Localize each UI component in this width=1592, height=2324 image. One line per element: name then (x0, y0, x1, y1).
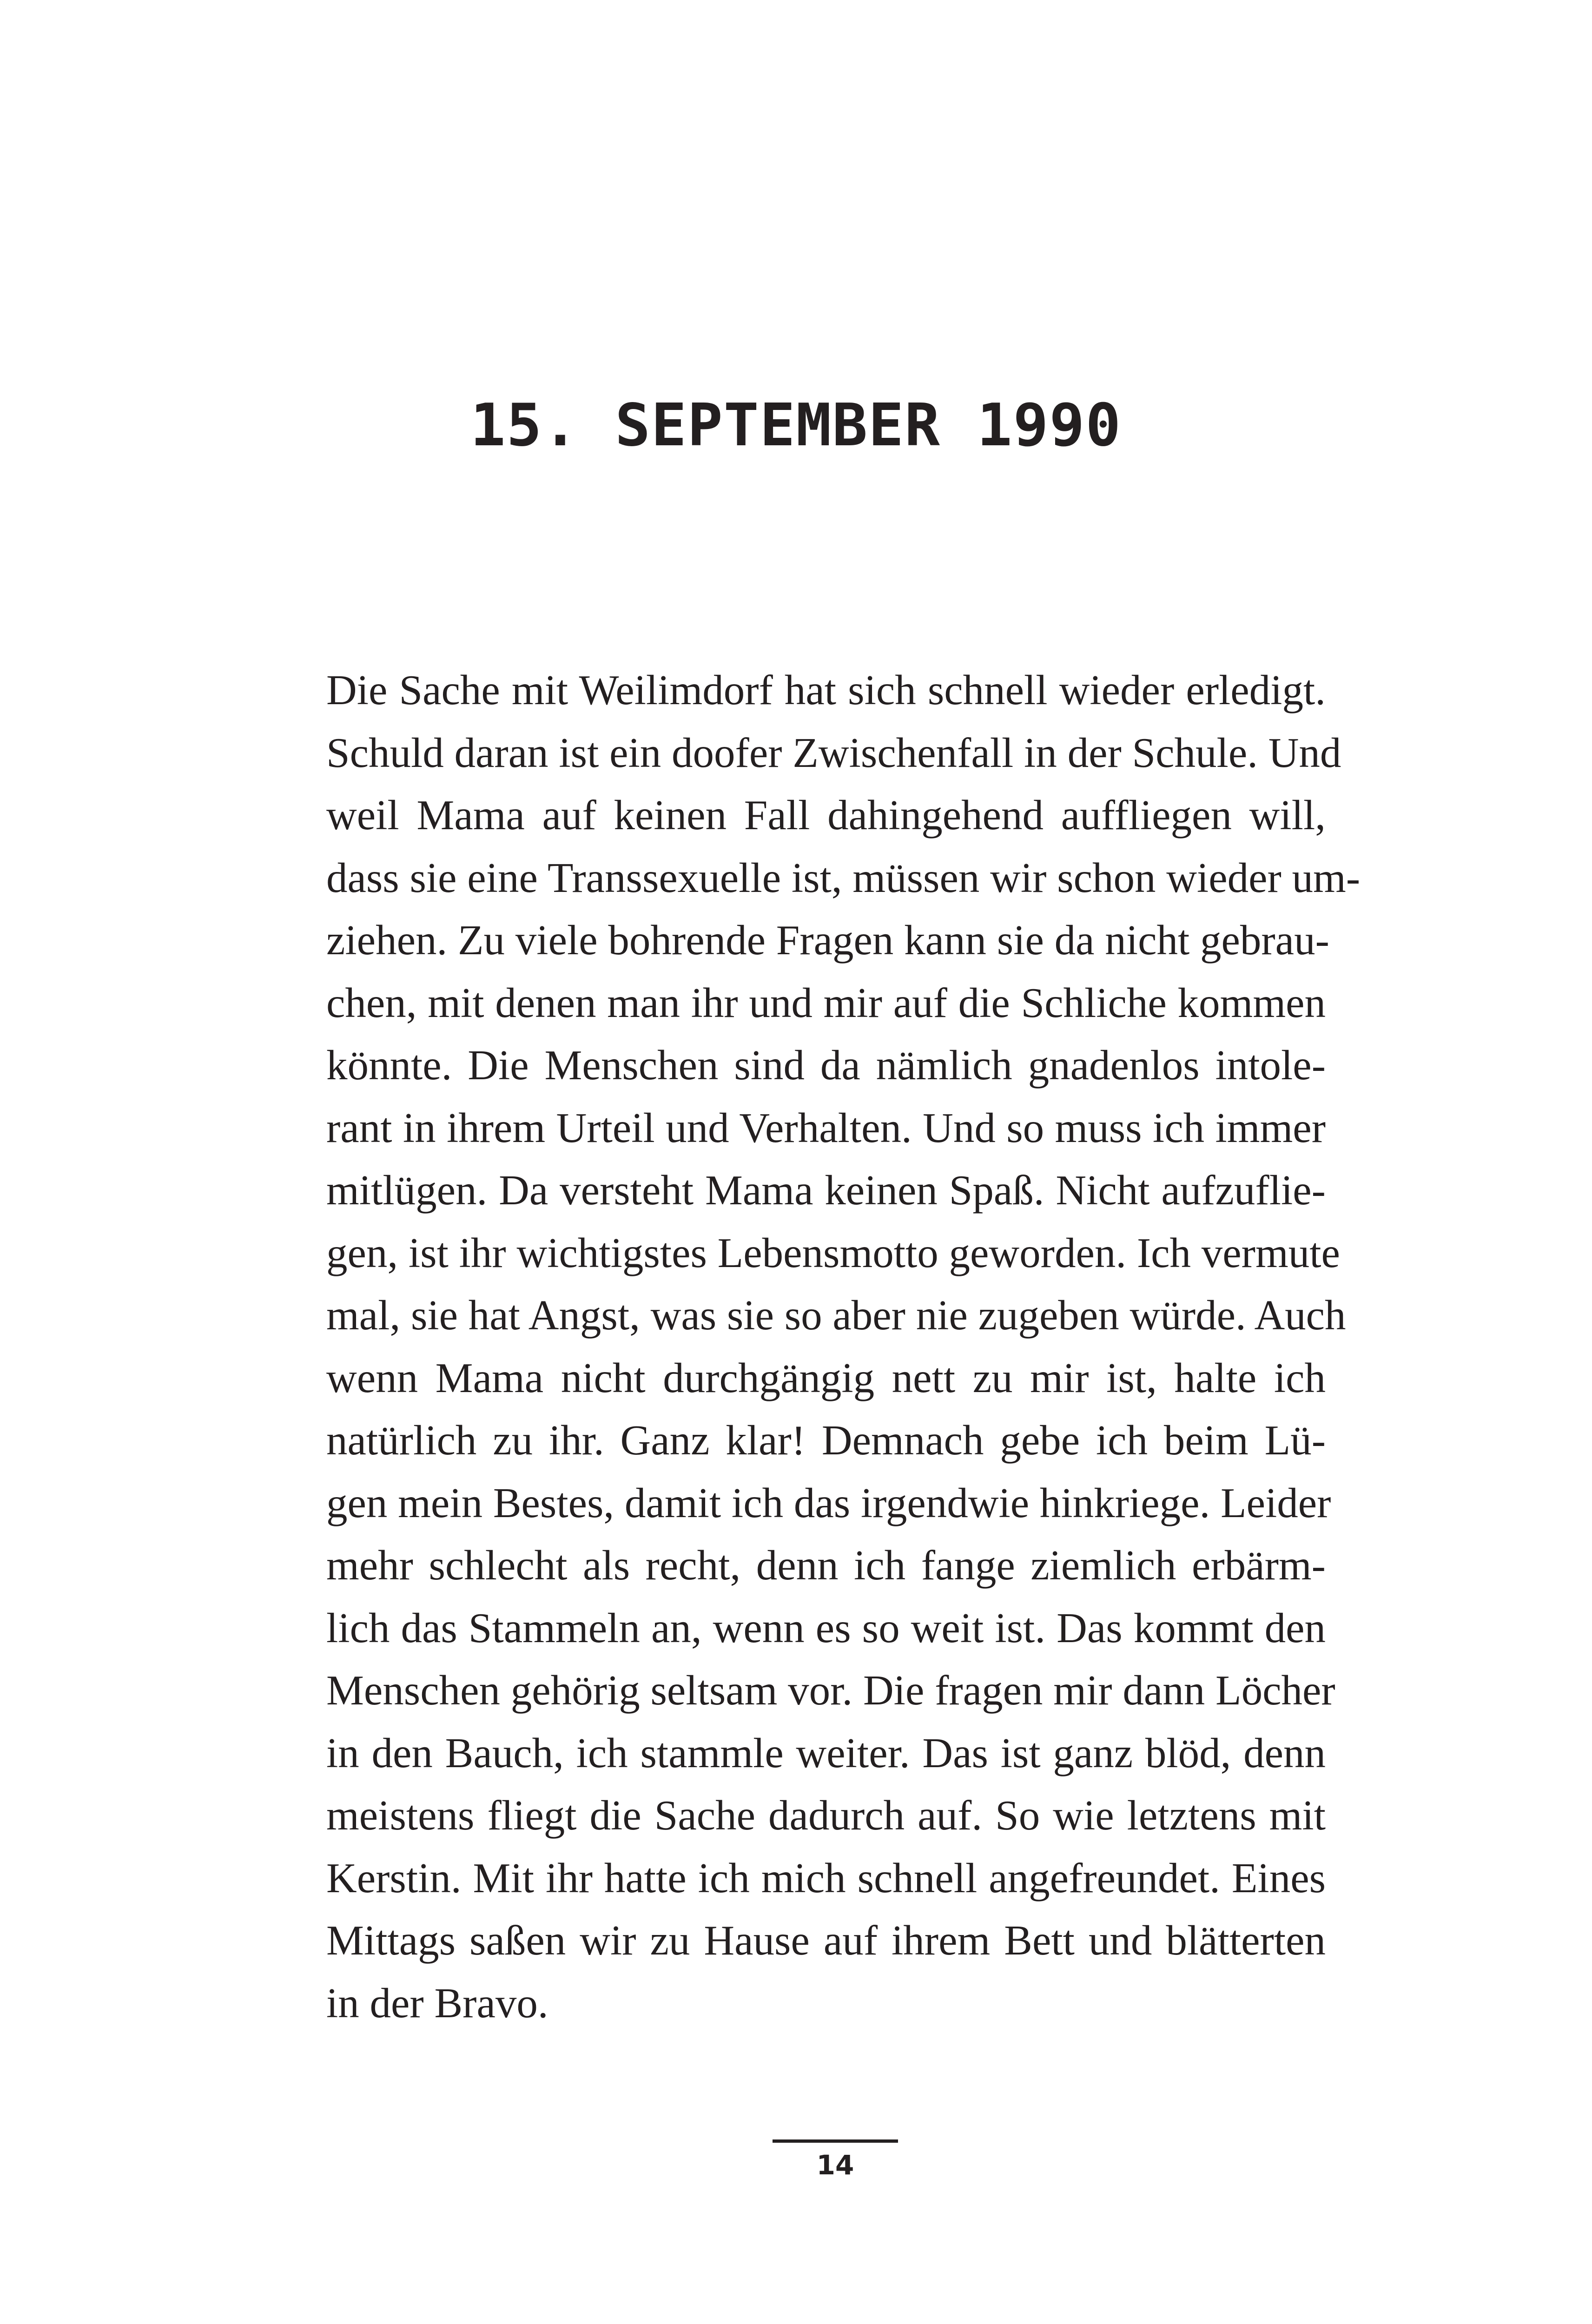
text-line: Die Sache mit Weilimdorf hat sich schnell wieder erledigt. (326, 667, 1326, 713)
text-line: Menschen gehörig seltsam vor. Die fragen mir dann Löcher (326, 1667, 1335, 1714)
chapter-title: 15. SEPTEMBER 1990 (470, 391, 1122, 459)
text-line: lich das Stammeln an, wenn es so weit ist. Das kommt den (326, 1604, 1326, 1651)
text-line: weil Mama auf keinen Fall dahingehend auffliegen will, (326, 792, 1326, 838)
text-line: gen mein Bestes, damit ich das irgendwie hinkriege. Leider (326, 1479, 1331, 1526)
page-number: 14 (816, 2149, 854, 2181)
text-line: meistens fliegt die Sache dadurch auf. So wie letztens mit (326, 1792, 1326, 1839)
text-line: Schuld daran ist ein doofer Zwischenfall in der Schule. Und (326, 729, 1341, 776)
text-line: mitlügen. Da versteht Mama keinen Spaß. Nicht aufzuflie- (326, 1167, 1326, 1214)
page-number-rule (773, 2139, 898, 2143)
text-line: dass sie eine Transsexuelle ist, müssen wir schon wieder um- (326, 854, 1361, 901)
text-line: Mittags saßen wir zu Hause auf ihrem Bett und blätterten (326, 1917, 1326, 1964)
text-line: natürlich zu ihr. Ganz klar! Demnach gebe ich beim Lü- (326, 1417, 1326, 1464)
text-line: in den Bauch, ich stammle weiter. Das ist ganz blöd, denn (326, 1729, 1326, 1776)
text-line: könnte. Die Menschen sind da nämlich gnadenlos intole- (326, 1042, 1326, 1089)
text-line: Kerstin. Mit ihr hatte ich mich schnell angefreundet. Eines (326, 1854, 1326, 1901)
text-line: ziehen. Zu viele bohrende Fragen kann sie da nicht gebrau- (326, 917, 1329, 964)
text-line: chen, mit denen man ihr und mir auf die Schliche kommen (326, 979, 1326, 1026)
text-line: gen, ist ihr wichtigstes Lebensmotto geworden. Ich vermute (326, 1229, 1340, 1276)
body-paragraph (326, 659, 1361, 2034)
text-line: mal, sie hat Angst, was sie so aber nie zugeben würde. Auch (326, 1292, 1346, 1339)
text-line: rant in ihrem Urteil und Verhalten. Und so muss ich immer (326, 1104, 1326, 1151)
text-line: in der Bravo. (326, 1979, 548, 2027)
text-line: wenn Mama nicht durchgängig nett zu mir ist, halte ich (326, 1354, 1326, 1401)
text-line: mehr schlecht als recht, denn ich fange ziemlich erbärm- (326, 1542, 1326, 1589)
